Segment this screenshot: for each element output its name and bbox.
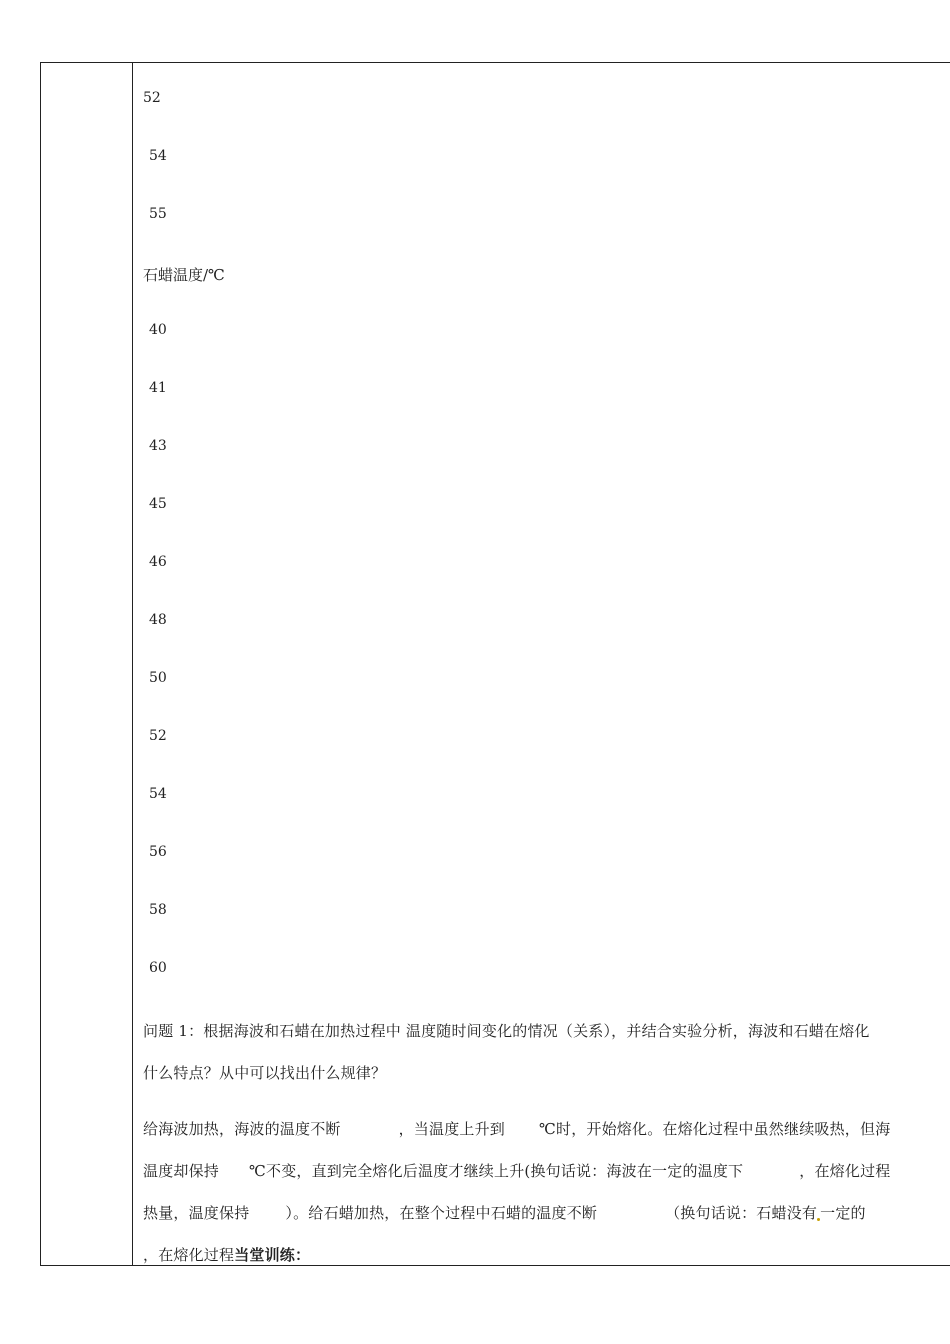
answer-text: 热量，温度保持: [143, 1204, 250, 1222]
value-top-3: 55: [149, 206, 167, 222]
paraffin-value: 48: [149, 612, 167, 628]
paraffin-temp-label: 石蜡温度/℃: [143, 266, 225, 284]
answer-text: ，在熔化过程: [143, 1246, 235, 1264]
question-line-2: 什么特点？从中可以找出什么规律？: [143, 1064, 387, 1082]
answer-text: ，当温度上升到: [398, 1120, 506, 1138]
paraffin-value: 50: [149, 670, 167, 686]
answer-line-2: [143, 1160, 890, 1181]
column-divider: [132, 62, 133, 1266]
answer-line-3: [143, 1202, 866, 1223]
paraffin-value: 58: [149, 902, 167, 918]
paraffin-value: 54: [149, 786, 167, 802]
table-frame: [40, 62, 950, 1266]
answer-text: ℃不变，直到完全熔化后温度才继续上升(换句话说：海波在一定的温度下: [249, 1162, 744, 1180]
paraffin-value: 56: [149, 844, 167, 860]
answer-text: 一定的: [820, 1204, 866, 1222]
answer-text: 给海波加热，海波的温度不断: [143, 1120, 341, 1138]
value-top-1: 52: [143, 90, 161, 106]
paraffin-value: 52: [149, 728, 167, 744]
paraffin-value: 43: [149, 438, 167, 454]
answer-text: 温度却保持: [143, 1162, 220, 1180]
paraffin-value: 41: [149, 380, 167, 396]
answer-line-1: [143, 1118, 890, 1139]
answer-text: ，在熔化过程: [799, 1162, 891, 1180]
paraffin-value: 40: [149, 322, 167, 338]
answer-text: （换句话说：石蜡没有: [665, 1204, 818, 1222]
question-line-1: 问题 1：根据海波和石蜡在加热过程中 温度随时间变化的情况（关系），并结合实验分析，海波和石蜡在熔化: [143, 1022, 870, 1040]
answer-line-4: [143, 1244, 310, 1265]
practice-heading: 当堂训练：: [234, 1246, 311, 1264]
answer-text: ）。给石蜡加热，在整个过程中石蜡的温度不断: [285, 1204, 598, 1222]
paraffin-value: 60: [149, 960, 167, 976]
answer-text: ℃时，开始熔化。在熔化过程中虽然继续吸热，但海: [539, 1120, 891, 1138]
paraffin-value: 45: [149, 496, 167, 512]
value-top-2: 54: [149, 148, 167, 164]
paraffin-value: 46: [149, 554, 167, 570]
